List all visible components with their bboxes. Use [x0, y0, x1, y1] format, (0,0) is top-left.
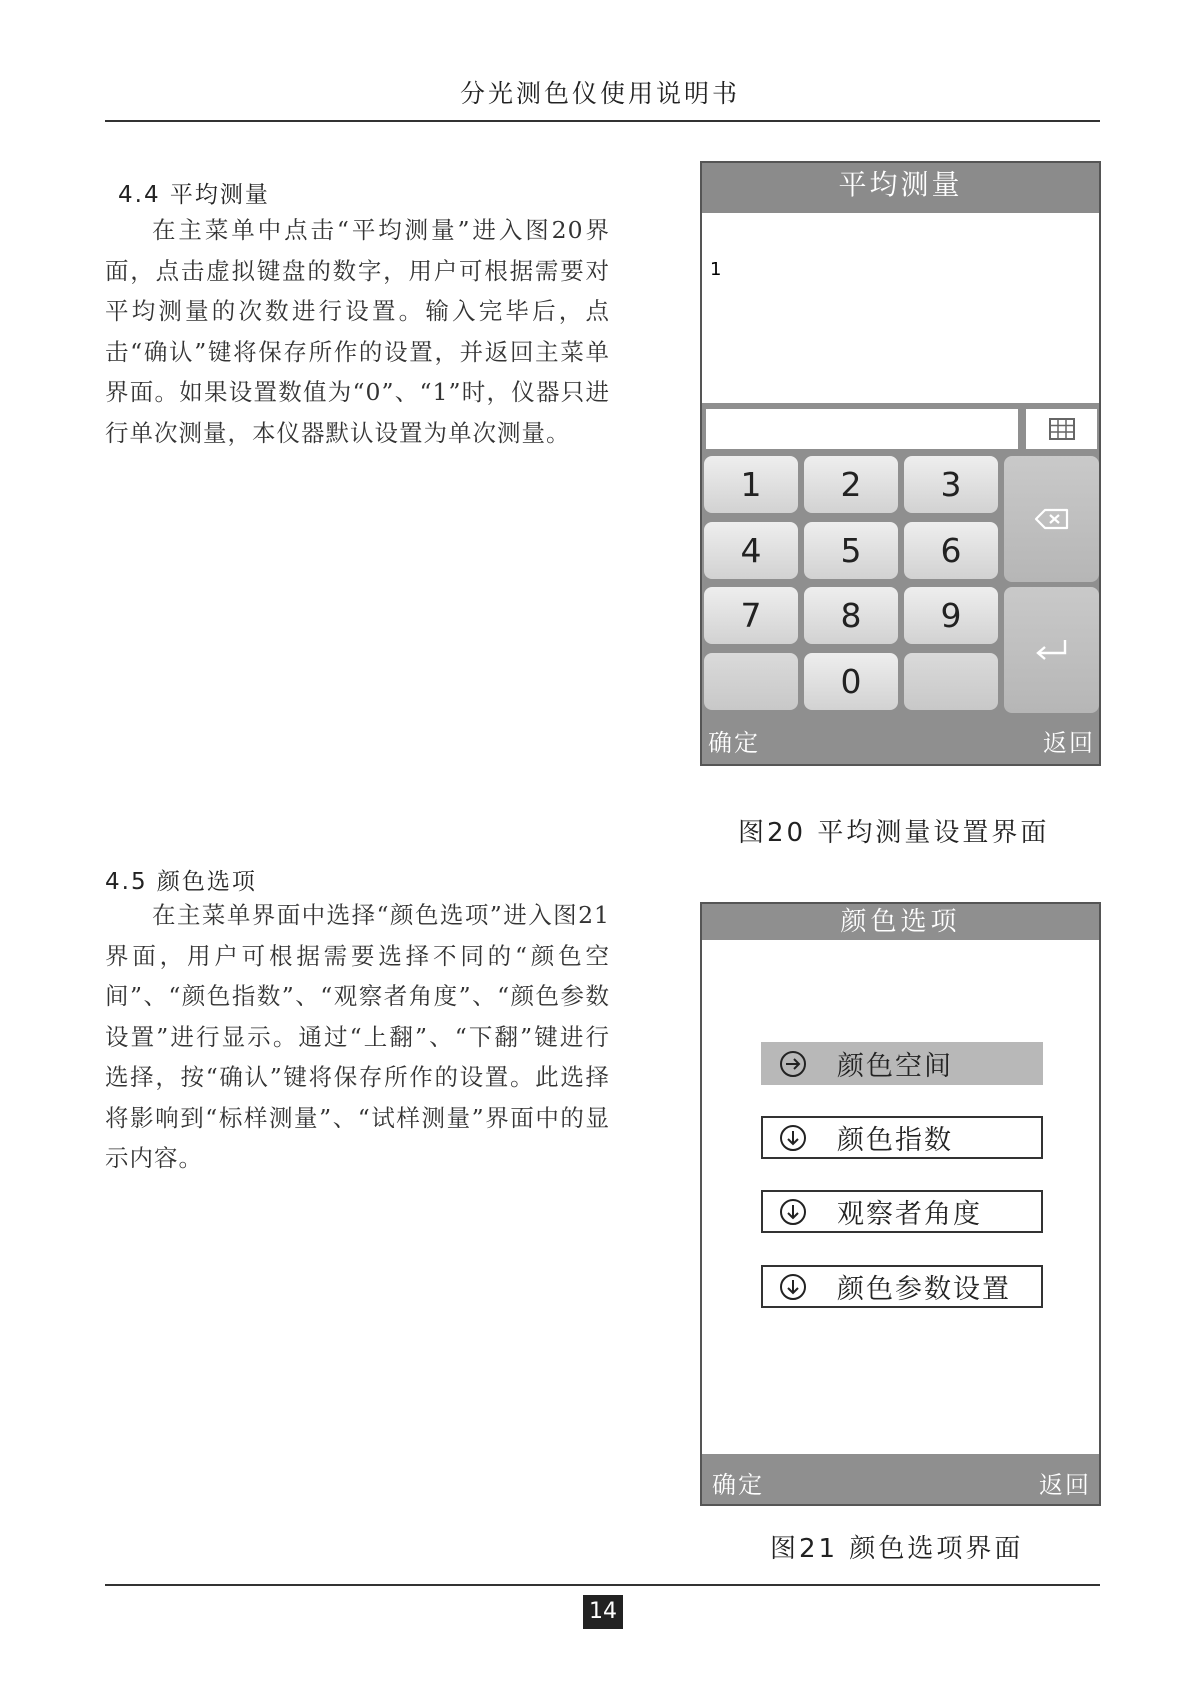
section-heading-4-4: 4.4 平均测量	[118, 182, 270, 208]
arrow-down-circle-icon	[779, 1273, 807, 1301]
key-5[interactable]: 5	[804, 522, 898, 579]
enter-icon	[1033, 637, 1071, 663]
option-color-index[interactable]	[761, 1116, 1043, 1159]
keyboard-toggle-button[interactable]	[1026, 409, 1097, 449]
section-body-4-5: 在主菜单界面中选择“颜色选项”进入图21界面，用户可根据需要选择不同的“颜色空间”、“颜色指数”、“观察者角度”、“颜色参数设置”进行显示。通过“上翻”、“下翻”键进行选择，按“确认”键将保存所作的设置。此选择将影响到“标样测量”、“试样测量”界面中的显示内容。	[105, 901, 610, 1172]
option-observer-angle[interactable]	[761, 1190, 1043, 1233]
option-color-space[interactable]	[761, 1042, 1043, 1085]
confirm-button[interactable]: 确定	[712, 1471, 764, 1499]
avg-display-area	[702, 213, 1099, 403]
key-blank-left	[704, 653, 798, 710]
arrow-right-circle-icon	[779, 1050, 807, 1078]
key-6[interactable]: 6	[904, 522, 998, 579]
key-7[interactable]: 7	[704, 587, 798, 644]
enter-key[interactable]	[1004, 587, 1099, 713]
arrow-down-circle-icon	[779, 1198, 807, 1226]
page-number: 14	[583, 1595, 623, 1629]
key-4[interactable]: 4	[704, 522, 798, 579]
key-blank-right	[904, 653, 998, 710]
backspace-key[interactable]	[1004, 456, 1099, 582]
header-rule	[105, 120, 1100, 122]
avg-measure-screen	[700, 161, 1101, 766]
color-screen-title: 颜色选项	[702, 904, 1099, 940]
key-9[interactable]: 9	[904, 587, 998, 644]
option-label: 观察者角度	[837, 1199, 982, 1230]
key-1[interactable]: 1	[704, 456, 798, 513]
option-label: 颜色参数设置	[837, 1274, 1011, 1305]
option-label: 颜色空间	[837, 1051, 953, 1082]
option-color-params[interactable]	[761, 1265, 1043, 1308]
avg-display-value: 1	[710, 259, 722, 280]
key-2[interactable]: 2	[804, 456, 898, 513]
document-title: 分光测色仪使用说明书	[459, 79, 740, 108]
key-8[interactable]: 8	[804, 587, 898, 644]
confirm-button[interactable]: 确定	[708, 729, 760, 757]
color-options-screen	[700, 902, 1101, 1506]
section-heading-4-5: 4.5 颜色选项	[105, 869, 257, 895]
figure-20-caption: 图20 平均测量设置界面	[738, 818, 1050, 848]
section-body-4-4: 在主菜单中点击“平均测量”进入图20界面，点击虚拟键盘的数字，用户可根据需要对平均测量的次数进行设置。输入完毕后，点击“确认”键将保存所作的设置，并返回主菜单界面。如果设置数值为“0”、“1”时，仪器只进行单次测量，本仪器默认设置为单次测量。	[105, 216, 610, 447]
option-label: 颜色指数	[837, 1125, 953, 1156]
avg-input-field[interactable]	[706, 409, 1018, 449]
backspace-icon	[1033, 507, 1071, 531]
avg-screen-title: 平均测量	[702, 163, 1099, 213]
keyboard-icon	[1048, 417, 1076, 441]
color-screen-footer	[702, 1454, 1099, 1504]
figure-21-caption: 图21 颜色选项界面	[770, 1534, 1024, 1564]
back-button[interactable]: 返回	[1043, 729, 1095, 757]
key-3[interactable]: 3	[904, 456, 998, 513]
back-button[interactable]: 返回	[1039, 1471, 1091, 1499]
key-0[interactable]: 0	[804, 653, 898, 710]
arrow-down-circle-icon	[779, 1124, 807, 1152]
footer-rule	[105, 1584, 1100, 1586]
